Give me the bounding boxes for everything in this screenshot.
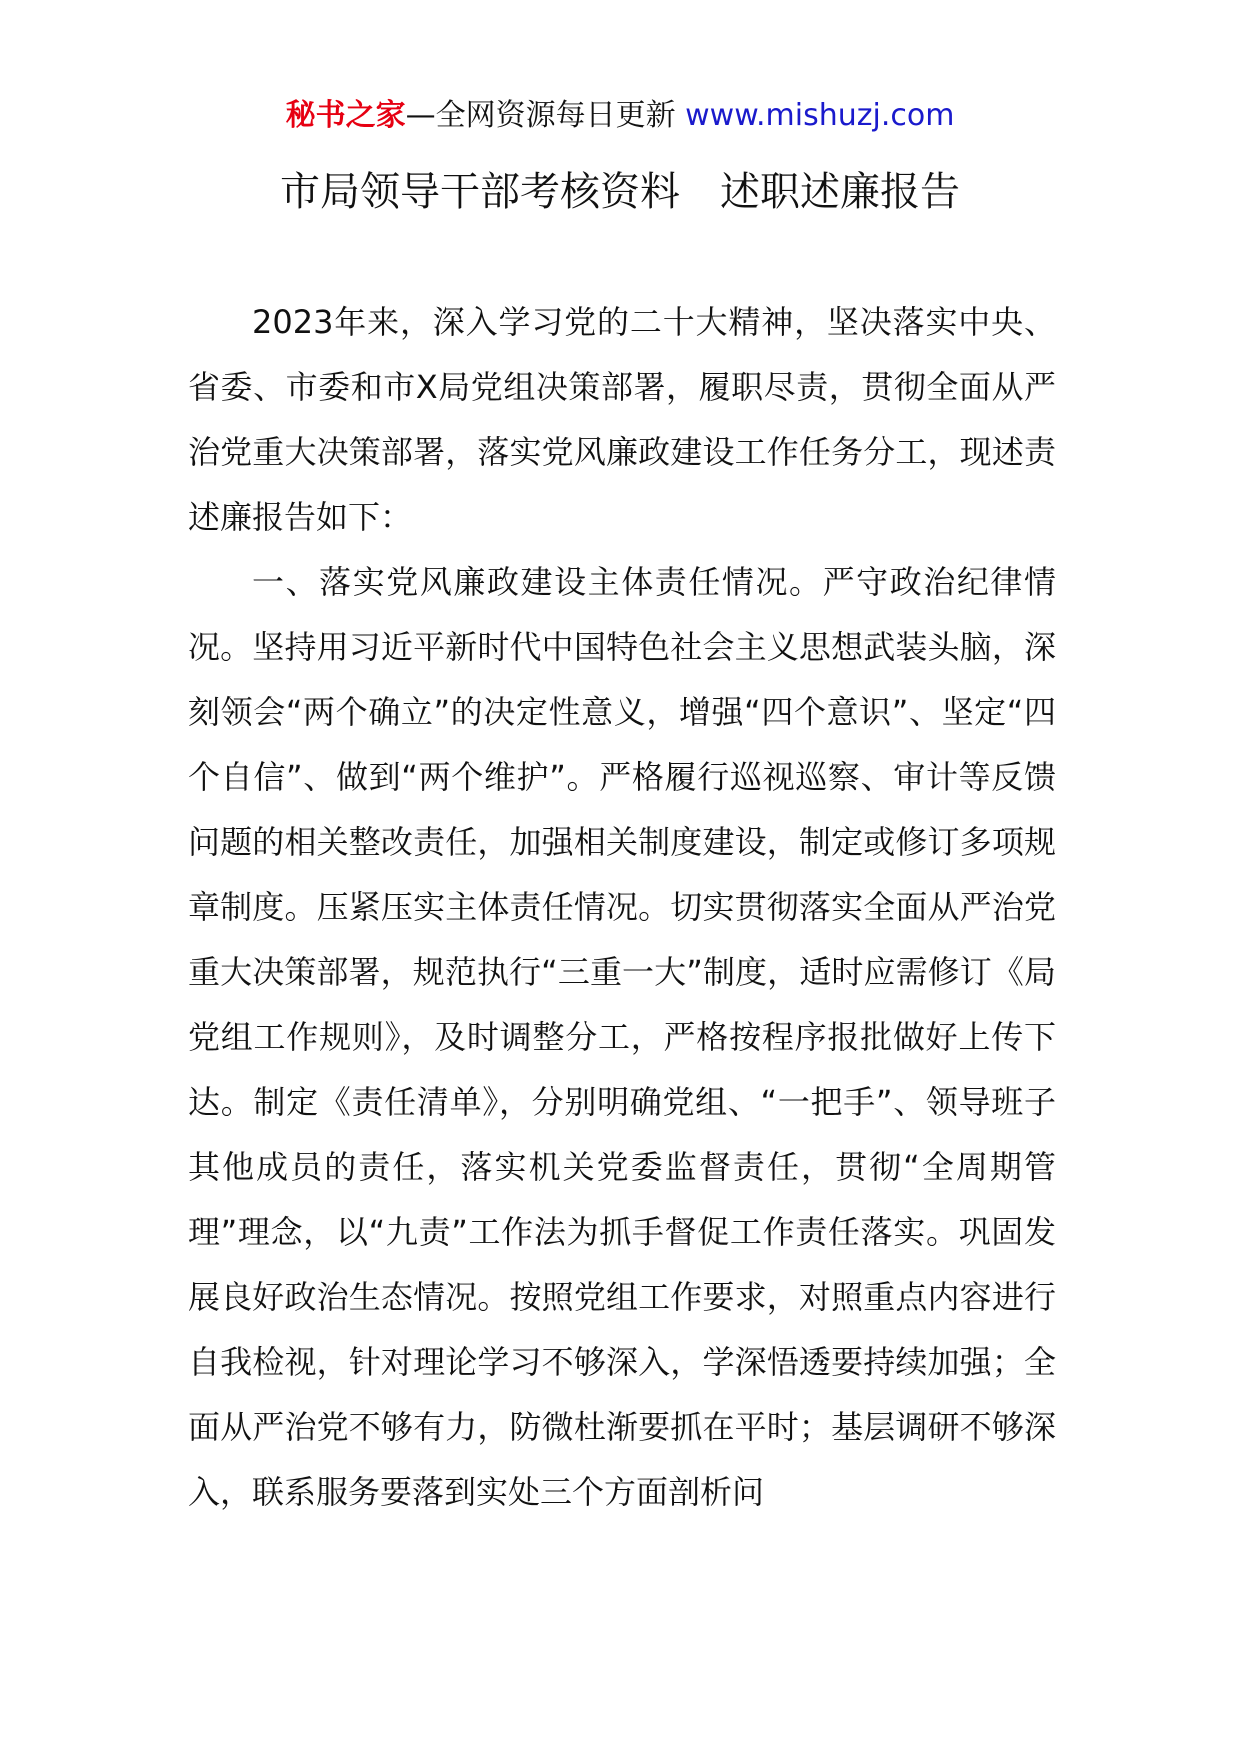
site-banner [0, 98, 1240, 134]
site-brand: 秘书之家 [285, 98, 406, 133]
section-one-paragraph: 一、落实党风廉政建设主体责任情况。严守政治纪律情况。坚持用习近平新时代中国特色社会主义思想武装头脑，深刻领会“两个确立”的决定性意义，增强“四个意识”、坚定“四个自信”、做到“两个维护”。严格履行巡视巡察、审计等反馈问题的相关整改责任，加强相关制度建设，制定或修订多项规章制度。压紧压实主体责任情况。切实贯彻落实全面从严治党重大决策部署，规范执行“三重一大”制度，适时应需修订《局党组工作规则》，及时调整分工，严格按程序报批做好上传下达。制定《责任清单》，分别明确党组、“一把手”、领导班子其他成员的责任，落实机关党委监督责任，贯彻“全周期管理”理念，以“九责”工作法为抓手督促工作责任落实。巩固发展良好政治生态情况。按照党组工作要求，对照重点内容进行自我检视，针对理论学习不够深入，学深悟透要持续加强；全面从严治党不够有力，防微杜渐要抓在平时；基层调研不够深入，联系服务要落到实处三个方面剖析问 [188, 563, 1056, 1511]
site-url-link[interactable]: www.mishuzj.com [685, 98, 955, 133]
intro-paragraph: 2023年来，深入学习党的二十大精神，坚决落实中央、省委、市委和市X局党组决策部署，履职尽责，贯彻全面从严治党重大决策部署，落实党风廉政建设工作任务分工，现述责述廉报告如下： [188, 303, 1056, 536]
document-body [188, 290, 1056, 1525]
site-slogan: —全网资源每日更新 [405, 98, 676, 133]
document-title: 市局领导干部考核资料 述职述廉报告 [280, 169, 960, 215]
